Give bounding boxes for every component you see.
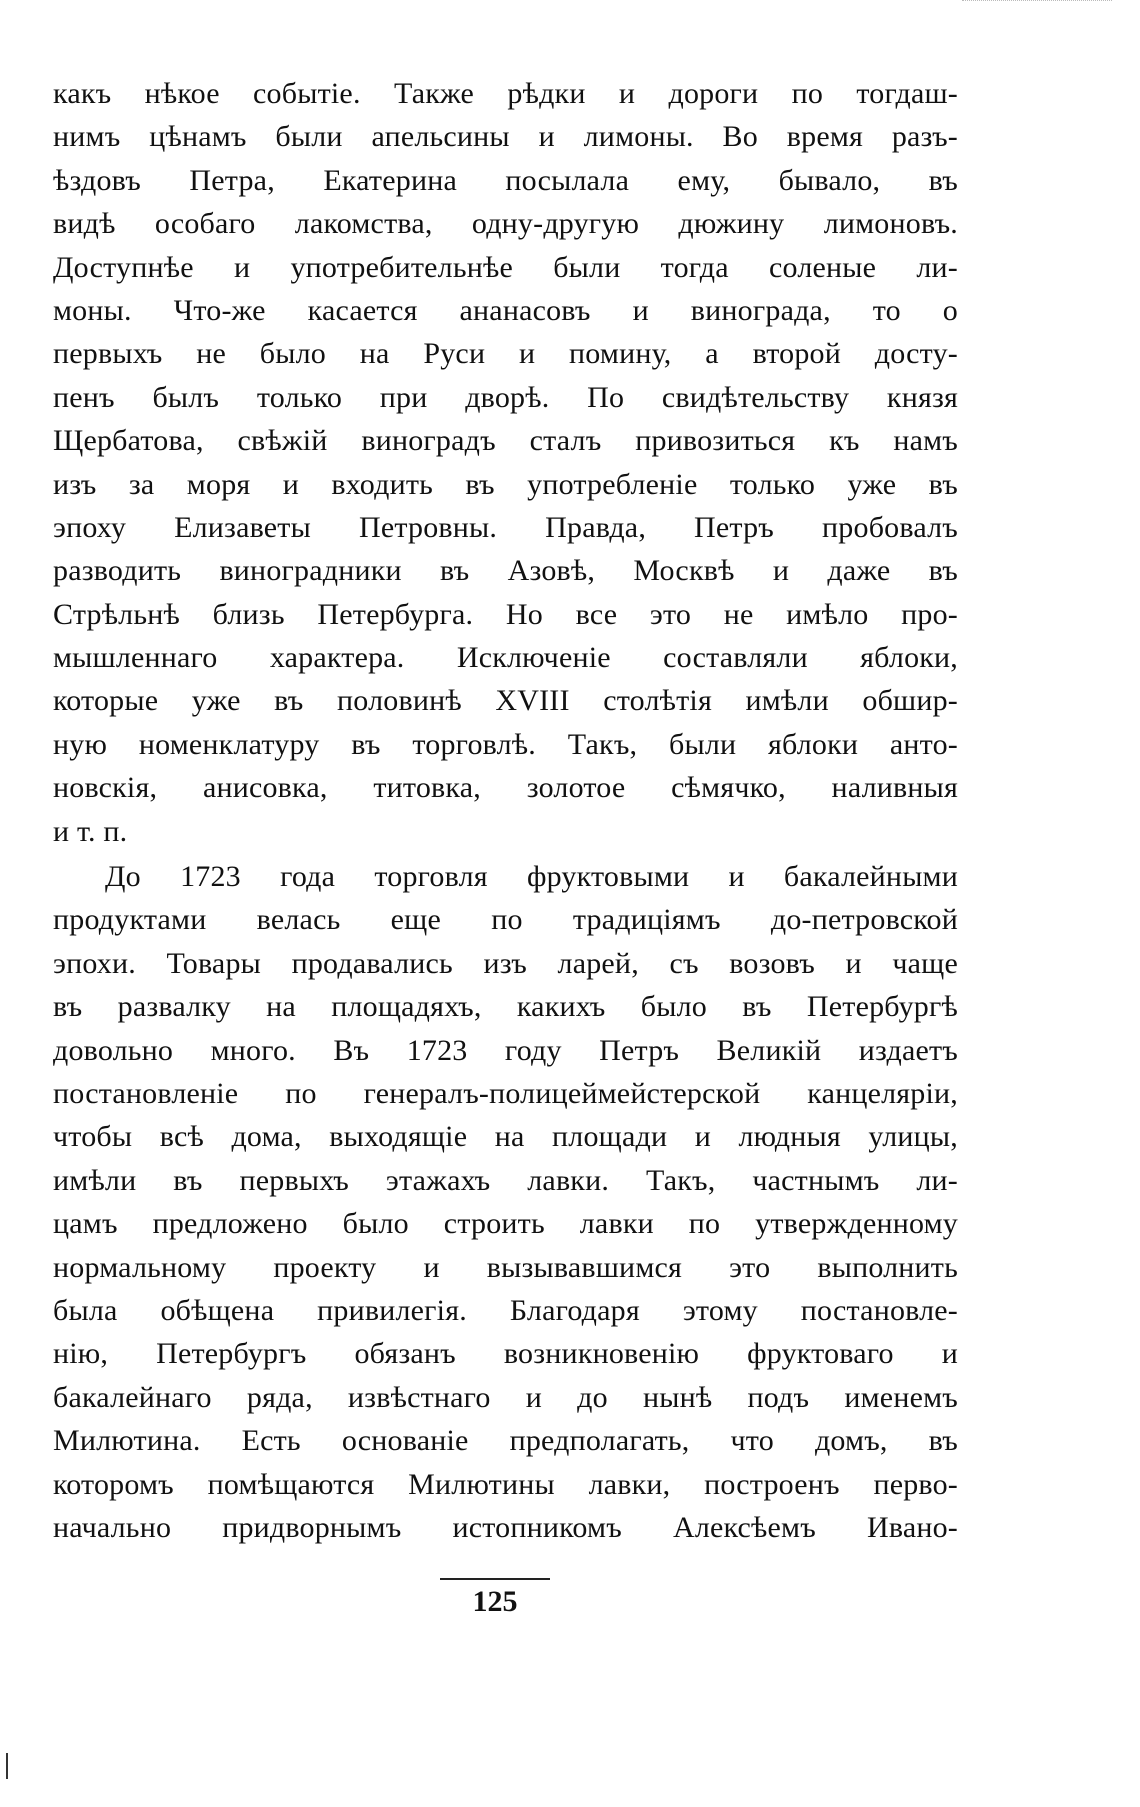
body-text [53, 72, 958, 1549]
text-line: продуктами велась еще по традиціямъ до-петровской [53, 903, 958, 937]
paragraph-2 [53, 855, 958, 1549]
text-line: До 1723 года торговля фруктовыми и бакалейными [105, 860, 958, 894]
text-line: видѣ особаго лакомства, одну-другую дюжину лимоновъ. [53, 207, 958, 241]
text-line: нормальному проекту и вызывавшимся это выполнить [53, 1250, 958, 1284]
text-line: изъ за моря и входить въ употребленіе только уже въ [53, 467, 958, 501]
text-line: ную номенклатуру въ торговлѣ. Такъ, были яблоки анто- [53, 727, 958, 761]
text-line: которые уже въ половинѣ XVIII столѣтія имѣли обшир- [53, 684, 958, 718]
text-line: новскія, анисовка, титовка, золотое сѣмячко, наливныя [53, 771, 958, 805]
text-line: пенъ былъ только при дворѣ. По свидѣтельству князя [53, 380, 958, 414]
text-line: Доступнѣе и употребительнѣе были тогда соленые ли- [53, 250, 958, 284]
text-line: какъ нѣкое событіе. Также рѣдки и дороги по тогдаш- [53, 77, 958, 110]
text-line: начально придворнымъ истопникомъ Алексѣемъ Ивано- [53, 1510, 958, 1544]
text-line: и т. п. [53, 814, 128, 848]
page-number-rule [440, 1578, 550, 1580]
text-line: въ развалку на площадяхъ, какихъ было въ Петербургѣ [53, 990, 958, 1024]
text-line: постановленіе по генералъ-полицеймейстерской канцеляріи, [53, 1076, 958, 1110]
text-line: эпохи. Товары продавались изъ ларей, съ возовъ и чаще [53, 946, 958, 980]
text-line: имѣли въ первыхъ этажахъ лавки. Такъ, частнымъ ли- [53, 1163, 958, 1197]
text-line: была обѣщена привилегія. Благодаря этому постановле- [53, 1293, 958, 1327]
text-line: мышленнаго характера. Исключеніе составляли яблоки, [53, 641, 958, 675]
text-line: эпоху Елизаветы Петровны. Правда, Петръ пробовалъ [53, 510, 958, 544]
page-number: 125 [472, 1585, 518, 1618]
text-line: бакалейнаго ряда, извѣстнаго и до нынѣ подъ именемъ [53, 1380, 958, 1414]
text-line: нимъ цѣнамъ были апельсины и лимоны. Во время разъ- [53, 120, 958, 154]
scan-edge-mark [6, 1753, 8, 1779]
paragraph-1 [53, 72, 958, 853]
scan-corner-mark [962, 0, 1112, 9]
text-line: Стрѣльнѣ близь Петербурга. Но все это не имѣло про- [53, 597, 958, 631]
text-line: Милютина. Есть основаніе предполагать, что домъ, въ [53, 1424, 958, 1458]
text-line: моны. Что-же касается ананасовъ и винограда, то о [53, 293, 958, 327]
text-line: нію, Петербургъ обязанъ возникновенію фруктоваго и [53, 1337, 958, 1371]
text-line: довольно много. Въ 1723 году Петръ Великій издаетъ [53, 1033, 958, 1067]
text-line: Щербатова, свѣжій виноградъ сталъ привозиться къ намъ [53, 424, 958, 458]
text-line: первыхъ не было на Руси и помину, а второй досту- [53, 337, 958, 371]
text-line: которомъ помѣщаются Милютины лавки, построенъ перво- [53, 1467, 958, 1501]
text-line: разводить виноградники въ Азовѣ, Москвѣ и даже въ [53, 554, 958, 588]
text-line: чтобы всѣ дома, выходящіе на площади и людныя улицы, [53, 1120, 958, 1154]
text-line: цамъ предложено было строить лавки по утвержденному [53, 1207, 958, 1241]
text-line: ѣздовъ Петра, Екатерина посылала ему, бывало, въ [53, 163, 958, 197]
